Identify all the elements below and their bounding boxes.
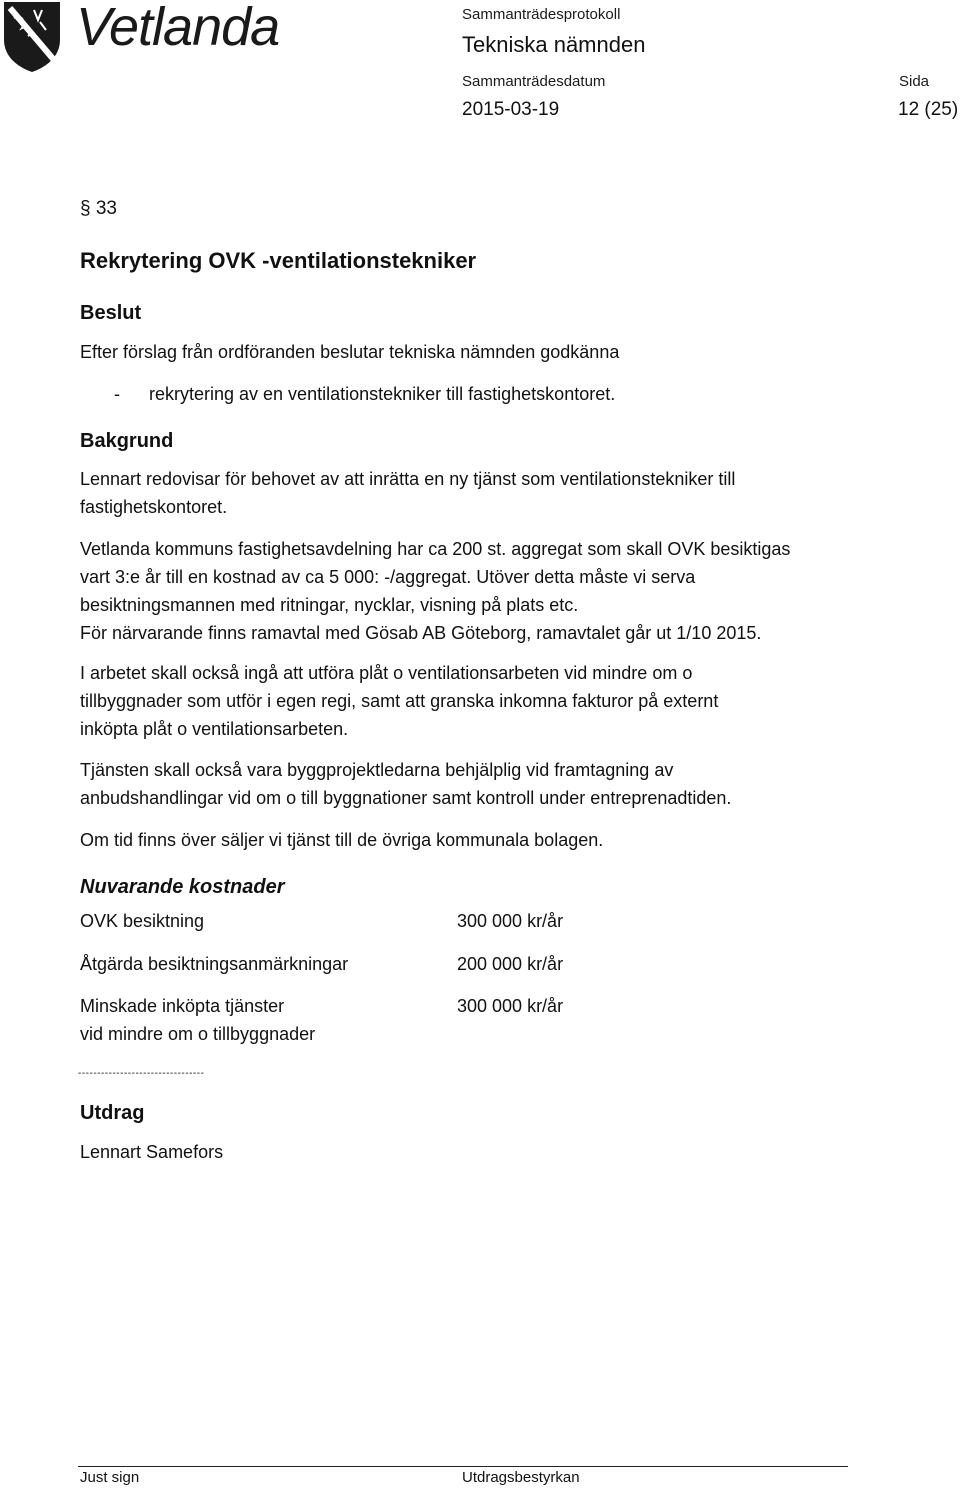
meeting-date: 2015-03-19 <box>462 99 560 120</box>
text-line: Vetlanda kommuns fastighetsavdelning har ca 200 st. aggregat som skall OVK besiktigas <box>80 539 791 559</box>
text-line: Lennart redovisar för behovet av att inrätta en ny tjänst som ventilationstekniker till <box>80 469 736 489</box>
vetlanda-coat-of-arms-icon <box>0 0 68 74</box>
cost-label-continued: vid mindre om o tillbyggnader <box>80 1024 316 1044</box>
text-line: fastighetskontoret. <box>80 497 228 517</box>
cost-label: Minskade inköpta tjänster <box>80 996 285 1016</box>
beslut-bullet: rekrytering av en ventilationstekniker till fastighetskontoret. <box>149 384 616 404</box>
cost-label: OVK besiktning <box>80 911 205 931</box>
beslut-text: Efter förslag från ordföranden beslutar tekniska nämnden godkänna <box>80 342 620 362</box>
cost-amount: 300 000 kr/år <box>457 996 564 1016</box>
text-line: Om tid finns över säljer vi tjänst till de övriga kommunala bolagen. <box>80 830 604 850</box>
footer-utdragsbestyrkan: Utdragsbestyrkan <box>462 1469 580 1486</box>
protocol-label: Sammanträdesprotokoll <box>462 6 621 23</box>
text-line: inköpta plåt o ventilationsarbeten. <box>80 719 349 739</box>
logo-wordmark: Vetlanda <box>76 0 280 57</box>
text-line: besiktningsmannen med ritningar, nycklar, visning på plats etc. <box>80 595 579 615</box>
bakgrund-paragraph-1 <box>80 465 940 521</box>
bakgrund-paragraph-3 <box>80 659 940 743</box>
footer-just-sign: Just sign <box>80 1469 140 1486</box>
text-line: anbudshandlingar vid om o till byggnationer samt kontroll under entreprenadtiden. <box>80 788 732 808</box>
page-number: 12 (25) <box>898 99 959 120</box>
separator-line: --------------------------------- <box>78 1068 205 1079</box>
cost-amount: 200 000 kr/år <box>457 954 564 974</box>
text-line: I arbetet skall också ingå att utföra plåt o ventilationsarbeten vid mindre om o <box>80 663 693 683</box>
paragraph-number: § 33 <box>80 198 117 219</box>
bakgrund-paragraph-4 <box>80 756 940 812</box>
beslut-heading: Beslut <box>80 302 142 324</box>
cost-amount: 300 000 kr/år <box>457 911 564 931</box>
bakgrund-heading: Bakgrund <box>80 430 174 452</box>
bakgrund-paragraph-5 <box>80 826 940 854</box>
utdrag-name: Lennart Samefors <box>80 1142 224 1162</box>
text-line: vart 3:e år till en kostnad av ca 5 000: -/aggregat. Utöver detta måste vi serva <box>80 567 696 587</box>
footer-divider <box>78 1466 848 1467</box>
page-label: Sida <box>899 73 930 90</box>
section-title: Rekrytering OVK -ventilationstekniker <box>80 248 477 273</box>
text-line: För närvarande finns ramavtal med Gösab AB Göteborg, ramavtalet går ut 1/10 2015. <box>80 623 762 643</box>
utdrag-heading: Utdrag <box>80 1102 145 1124</box>
text-line: Tjänsten skall också vara byggprojektledarna behjälplig vid framtagning av <box>80 760 674 780</box>
text-line: tillbyggnader som utför i egen regi, samt att granska inkomna fakturor på externt <box>80 691 719 711</box>
date-label: Sammanträdesdatum <box>462 73 606 90</box>
bakgrund-paragraph-2 <box>80 535 940 647</box>
costs-heading: Nuvarande kostnader <box>80 876 285 898</box>
committee-name: Tekniska nämnden <box>462 32 646 57</box>
cost-label: Åtgärda besiktningsanmärkningar <box>80 954 349 974</box>
bullet-dash: - <box>114 384 120 404</box>
